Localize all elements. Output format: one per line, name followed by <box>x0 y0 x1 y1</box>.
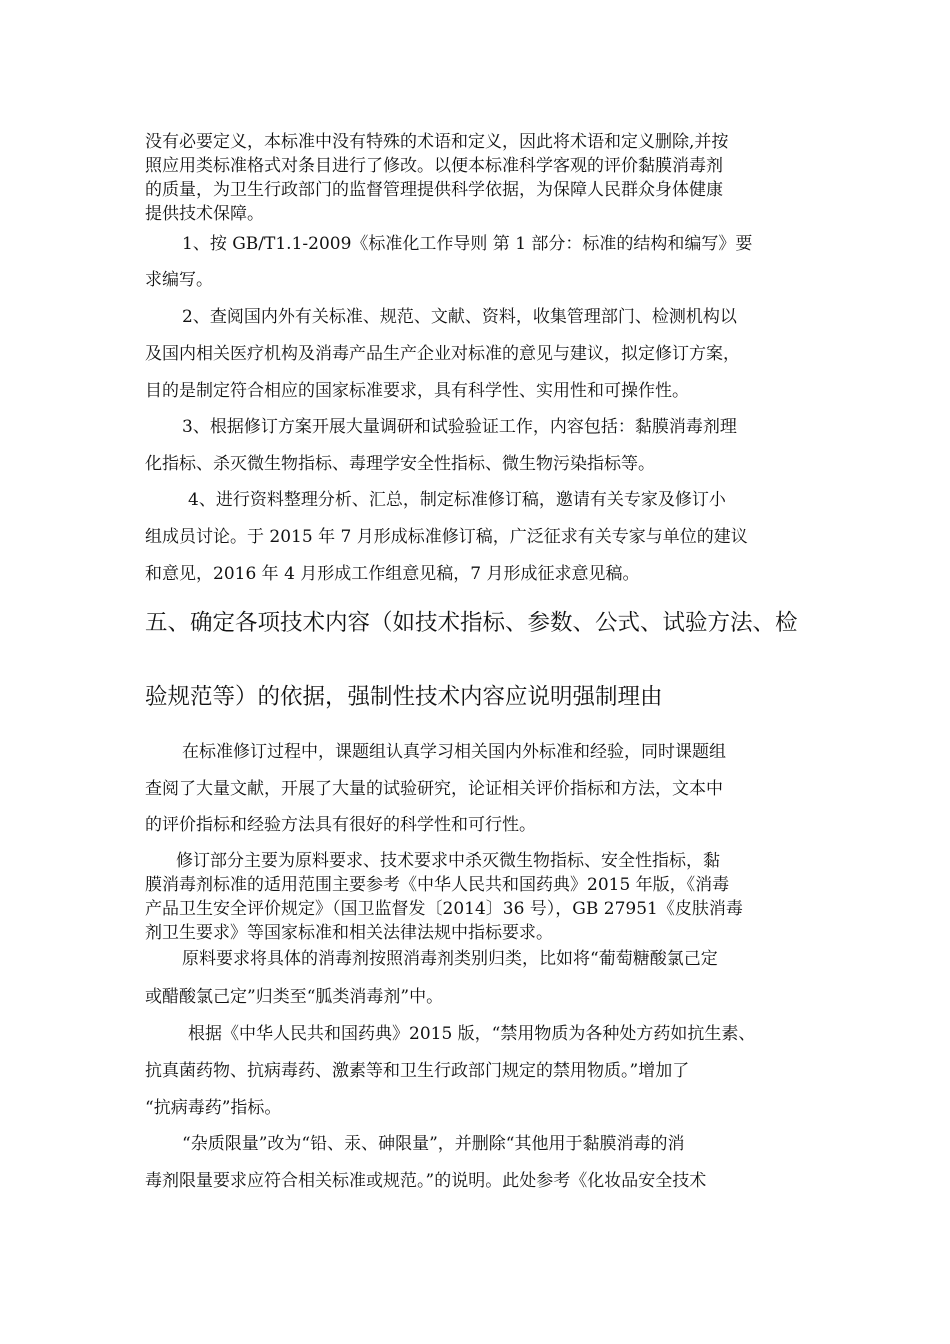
text-line: 原料要求将具体的消毒剂按照消毒剂类别归类，比如将“葡萄糖酸氯己定 <box>182 949 718 969</box>
text-line: 毒剂限量要求应符合相关标准或规范。”的说明。此处参考《化妆品安全技术 <box>145 1171 707 1191</box>
text-line: 膜消毒剂标准的适用范围主要参考《中华人民共和国药典》2015 年版，《消毒 <box>145 875 730 895</box>
text-line: 目的是制定符合相应的国家标准要求，具有科学性、实用性和可操作性。 <box>145 381 689 401</box>
heading-line: 五、确定各项技术内容（如技术指标、参数、公式、试验方法、检 <box>145 610 798 636</box>
text-line: “抗病毒药”指标。 <box>145 1098 282 1118</box>
text-line: 2、查阅国内外有关标准、规范、文献、资料，收集管理部门、检测机构以 <box>182 307 737 327</box>
text-line: 根据《中华人民共和国药典》2015 版，“禁用物质为各种处方药如抗生素、 <box>188 1024 756 1044</box>
heading-line: 验规范等）的依据，强制性技术内容应说明强制理由 <box>145 684 663 710</box>
text-line: 3、根据修订方案开展大量调研和试验验证工作，内容包括：黏膜消毒剂理 <box>182 417 737 437</box>
text-line: 修订部分主要为原料要求、技术要求中杀灭微生物指标、安全性指标，黏 <box>176 851 720 871</box>
text-line: 化指标、杀灭微生物指标、毒理学安全性指标、微生物污染指标等。 <box>145 454 655 474</box>
text-line: 提供技术保障。 <box>145 204 264 224</box>
text-line: 照应用类标准格式对条目进行了修改。以便本标准科学客观的评价黏膜消毒剂 <box>145 156 723 176</box>
text-line: 查阅了大量文献，开展了大量的试验研究，论证相关评价指标和方法，文本中 <box>145 779 723 799</box>
text-line: 及国内相关医疗机构及消毒产品生产企业对标准的意见与建议，拟定修订方案， <box>145 344 740 364</box>
text-line: 和意见，2016 年 4 月形成工作组意见稿，7 月形成征求意见稿。 <box>145 564 640 584</box>
text-line: 1、按 GB/T1.1-2009《标准化工作导则 第 1 部分：标准的结构和编写》要 <box>182 234 753 254</box>
text-line: 剂卫生要求》等国家标准和相关法律法规中指标要求。 <box>145 923 553 943</box>
text-line: “杂质限量”改为“铅、汞、砷限量”，并删除“其他用于黏膜消毒的消 <box>182 1134 685 1154</box>
text-line: 抗真菌药物、抗病毒药、激素等和卫生行政部门规定的禁用物质。”增加了 <box>145 1061 690 1081</box>
text-line: 的评价指标和经验方法具有很好的科学性和可行性。 <box>145 815 536 835</box>
text-line: 产品卫生安全评价规定》（国卫监督发〔2014〕36 号），GB 27951《皮肤消毒 <box>145 899 743 919</box>
text-line: 没有必要定义，本标准中没有特殊的术语和定义，因此将术语和定义删除,并按 <box>145 132 729 152</box>
text-line: 4、进行资料整理分析、汇总，制定标准修订稿，邀请有关专家及修订小 <box>188 490 726 510</box>
text-line: 求编写。 <box>145 270 213 290</box>
text-line: 或醋酸氯己定”归类至“胍类消毒剂”中。 <box>145 987 444 1007</box>
text-line: 在标准修订过程中，课题组认真学习相关国内外标准和经验，同时课题组 <box>182 742 726 762</box>
text-line: 的质量，为卫生行政部门的监督管理提供科学依据，为保障人民群众身体健康 <box>145 180 723 200</box>
text-line: 组成员讨论。于 2015 年 7 月形成标准修订稿，广泛征求有关专家与单位的建议 <box>145 527 748 547</box>
